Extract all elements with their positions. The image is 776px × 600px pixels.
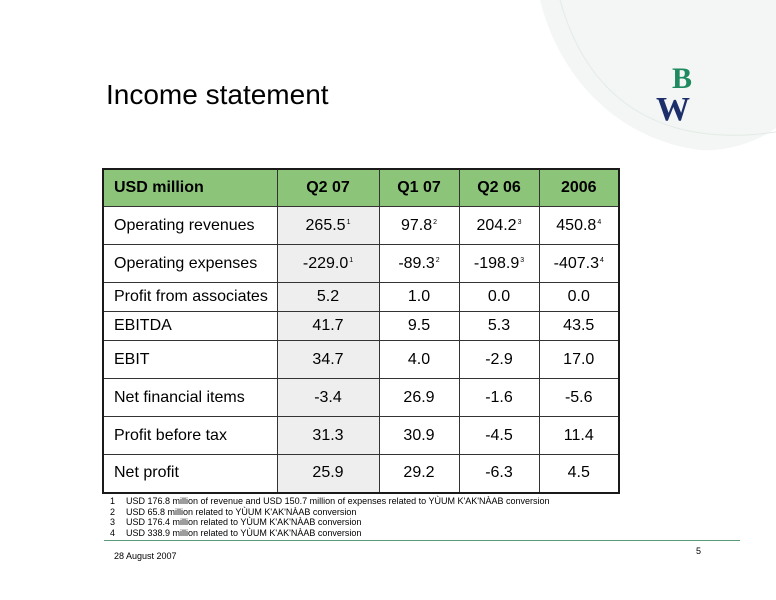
table-cell: [539, 245, 619, 283]
cell-value: 4.0: [407, 350, 431, 368]
table-cell: [277, 312, 379, 341]
table-cell: [379, 283, 459, 312]
footer-divider: [104, 540, 740, 541]
table-cell: [539, 312, 619, 341]
column-header: 2006: [539, 169, 619, 207]
row-label: Operating expenses: [103, 245, 277, 283]
row-label: Net profit: [103, 455, 277, 493]
table-row: [103, 283, 619, 312]
table-row: [103, 455, 619, 493]
table-cell: [379, 312, 459, 341]
cell-value: 4.5: [567, 464, 590, 482]
table-row: [103, 312, 619, 341]
table-cell: [379, 379, 459, 417]
row-label: Operating revenues: [103, 207, 277, 245]
table-cell: [459, 312, 539, 341]
cell-value: 450.8: [556, 216, 597, 234]
row-label: EBIT: [103, 341, 277, 379]
table-cell: [277, 341, 379, 379]
footnote-text: USD 176.4 million related to YÙUM K'AK'NÀAB conversion: [126, 517, 362, 528]
cell-value: 1.0: [407, 288, 431, 305]
footnote-number: 4: [110, 527, 116, 538]
column-header: Q2 06: [459, 169, 539, 207]
table-cell: [459, 341, 539, 379]
table-cell: [459, 417, 539, 455]
cell-value: 41.7: [312, 317, 344, 334]
table-cell: [277, 207, 379, 245]
footnote-marker: 1: [346, 218, 351, 226]
footnote-marker: 3: [517, 218, 522, 226]
footnote-marker: 2: [435, 256, 440, 264]
cell-value: 11.4: [563, 426, 594, 444]
table-cell: [277, 455, 379, 493]
table-cell: [539, 379, 619, 417]
cell-value: 26.9: [403, 388, 435, 406]
cell-value: -6.3: [485, 464, 513, 482]
slide-date: 28 August 2007: [114, 551, 177, 561]
table-cell: [277, 379, 379, 417]
cell-value: 5.3: [487, 317, 511, 334]
cell-value: -229.0: [302, 254, 349, 272]
cell-value: 31.3: [312, 426, 344, 444]
page-number: 5: [696, 546, 702, 556]
cell-value: 97.8: [400, 216, 433, 234]
cell-value: 34.7: [312, 350, 344, 368]
cell-value: 30.9: [403, 426, 435, 444]
cell-value: 0.0: [567, 288, 590, 305]
table-cell: [379, 417, 459, 455]
table-cell: [379, 245, 459, 283]
table-row: [103, 341, 619, 379]
cell-value: 43.5: [563, 317, 595, 334]
cell-value: -3.4: [314, 388, 342, 406]
table-cell: [539, 283, 619, 312]
footnote-item: [110, 496, 549, 507]
footnote-item: [110, 528, 549, 539]
table-cell: [379, 207, 459, 245]
cell-value: -2.9: [485, 350, 513, 368]
row-label: Net financial items: [103, 379, 277, 417]
column-header: Q1 07: [379, 169, 459, 207]
footnote-marker: 4: [597, 218, 602, 226]
cell-value: 0.0: [487, 288, 511, 305]
table-header-row: [103, 169, 619, 207]
footnote-marker: 2: [433, 218, 438, 226]
column-header: USD million: [103, 169, 277, 207]
table-cell: [539, 341, 619, 379]
table-row: [103, 417, 619, 455]
table-cell: [539, 417, 619, 455]
cell-value: -407.3: [553, 254, 599, 272]
table-cell: [539, 455, 619, 493]
footnote-marker: 3: [520, 256, 525, 264]
footnotes: [110, 496, 549, 538]
cell-value: -1.6: [485, 388, 513, 406]
cell-value: -4.5: [485, 426, 513, 444]
table-row: [103, 207, 619, 245]
table-cell: [277, 283, 379, 312]
table-cell: [459, 455, 539, 493]
table-cell: [459, 379, 539, 417]
table-cell: [277, 245, 379, 283]
cell-value: -198.9: [473, 254, 520, 272]
company-logo: [654, 62, 710, 124]
table-cell: [459, 207, 539, 245]
footnote-marker: 4: [599, 256, 604, 264]
row-label: Profit before tax: [103, 417, 277, 455]
footnote-item: [110, 517, 549, 528]
footnote-number: 1: [110, 496, 116, 506]
table-cell: [379, 341, 459, 379]
footnote-marker: 1: [349, 256, 354, 264]
svg-text:B: B: [672, 62, 693, 95]
table-row: [103, 245, 619, 283]
cell-value: 204.2: [476, 216, 517, 234]
cell-value: 5.2: [316, 288, 340, 305]
cell-value: 265.5: [305, 216, 346, 234]
table-cell: [539, 207, 619, 245]
income-statement-table: [102, 168, 620, 494]
svg-text:W: W: [656, 91, 690, 124]
slide-title: Income statement: [106, 79, 329, 110]
cell-value: 9.5: [407, 317, 431, 334]
cell-value: -5.6: [564, 388, 593, 406]
cell-value: 17.0: [563, 350, 595, 368]
table-cell: [459, 245, 539, 283]
table-cell: [379, 455, 459, 493]
footnote-text: USD 338.9 million related to YÙUM K'AK'NÀAB conversion: [126, 527, 362, 538]
table-cell: [459, 283, 539, 312]
row-label: EBITDA: [103, 312, 277, 341]
table-row: [103, 379, 619, 417]
footnote-number: 2: [110, 506, 116, 517]
column-header: Q2 07: [277, 169, 379, 207]
footnote-text: USD 65.8 million related to YÙUM K'AK'NÀAB conversion: [126, 506, 357, 517]
cell-value: -89.3: [398, 254, 435, 272]
footnote-item: [110, 507, 549, 518]
table-cell: [277, 417, 379, 455]
row-label: Profit from associates: [103, 283, 277, 312]
cell-value: 29.2: [403, 464, 435, 482]
footnote-text: USD 176.8 million of revenue and USD 150.7 million of expenses related to YÙUM K'AK'NÀAB conversion: [126, 496, 550, 506]
footnote-number: 3: [110, 517, 116, 528]
cell-value: 25.9: [312, 464, 344, 482]
